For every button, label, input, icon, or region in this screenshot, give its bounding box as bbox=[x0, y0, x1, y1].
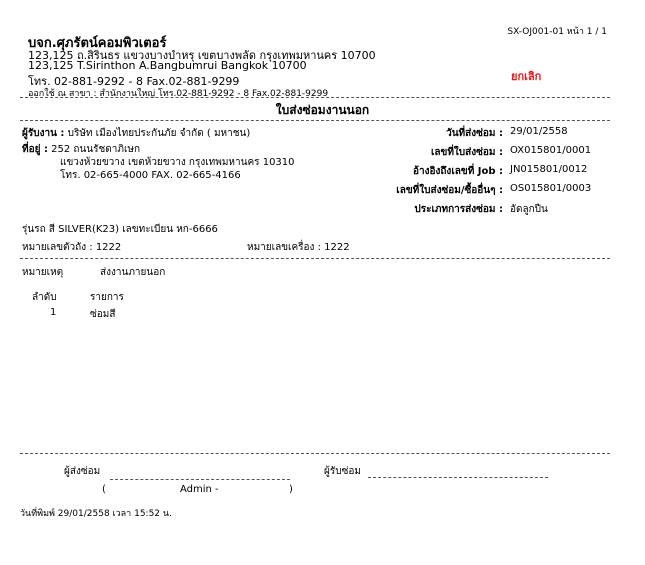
divider bbox=[20, 97, 610, 98]
chassis-number: หมายเลขตัวถัง : 1222 bbox=[22, 242, 122, 253]
receiver-label: ผู้รับงาน : bbox=[22, 128, 65, 139]
remark-value: ส่งงานภายนอก bbox=[100, 267, 166, 278]
divider bbox=[20, 453, 610, 454]
meta-value-doc-no: OX015801/0001 bbox=[510, 145, 592, 156]
repairer-label: ผู้รับซ่อม bbox=[324, 466, 361, 477]
engine-number: หมายเลขเครื่อง : 1222 bbox=[247, 242, 350, 253]
company-address-th: 123,125 ถ.สิรินธร แขวงบางบำหรุ เขตบางพลัด กรุงเทพมหานคร 10700 bbox=[28, 49, 376, 62]
company-name: บจก.ศุภรัตน์คอมพิวเตอร์ bbox=[28, 36, 167, 51]
remark-label: หมายเหตุ bbox=[22, 267, 64, 278]
meta-value-other-doc: OS015801/0003 bbox=[510, 183, 592, 194]
address-label: ที่อยู่ : bbox=[22, 144, 48, 155]
sender-close-paren: ) bbox=[289, 484, 293, 495]
repairer-sign-line bbox=[368, 477, 548, 478]
sender-name: Admin - bbox=[180, 484, 219, 495]
meta-value-send-date: 29/01/2558 bbox=[510, 126, 568, 137]
meta-value-repair-type: อัดลูกปืน bbox=[510, 204, 548, 215]
company-address-en: 123,125 T.Sirinthon A.Bangbumrui Bangkok 10700 bbox=[28, 59, 307, 72]
sender-label: ผู้ส่งซ่อม bbox=[64, 466, 101, 477]
car-model: รุ่นรถ สี SILVER(K23) เลขทะเบียน หก-6666 bbox=[22, 224, 218, 235]
item-row-no: 1 bbox=[50, 307, 57, 318]
meta-label-repair-type: ประเภทการส่งซ่อม : bbox=[414, 204, 503, 215]
divider bbox=[20, 120, 610, 121]
item-header-no: ลำดับ bbox=[32, 292, 57, 303]
item-header-desc: รายการ bbox=[90, 292, 124, 303]
meta-label-job: อ้างอิงถึงเลขที่ Job : bbox=[412, 166, 503, 177]
divider bbox=[20, 258, 610, 259]
sender-open-paren: ( bbox=[102, 484, 106, 495]
receiver-value: บริษัท เมืองไทยประกันภัย จำกัด ( มหาชน) bbox=[67, 128, 251, 139]
meta-label-other-doc: เลขที่ใบส่งซ่อม/ซื้ออื่นๆ : bbox=[396, 185, 503, 196]
meta-label-doc-no: เลขที่ใบส่งซ่อม : bbox=[430, 147, 503, 158]
sender-sign-line bbox=[110, 479, 290, 480]
company-phone: โทร. 02-881-9292 - 8 Fax.02-881-9299 bbox=[28, 75, 240, 88]
item-row-desc: ซ่อมสี bbox=[90, 309, 116, 320]
receiver-row bbox=[22, 126, 250, 141]
company-branch: ออกใช้ ณ สาขา : สำนักงานใหญ่ โทร.02-881-9292 - 8 Fax.02-881-9299 bbox=[28, 89, 329, 99]
address-line-3: โทร. 02-665-4000 FAX. 02-665-4166 bbox=[60, 170, 241, 181]
address-line-2: แขวงห้วยขวาง เขตห้วยขวาง กรุงเทพมหานคร 10310 bbox=[60, 157, 295, 168]
printed-timestamp: วันที่พิมพ์ 29/01/2558 เวลา 15:52 น. bbox=[20, 509, 172, 519]
document-title: ใบส่งซ่อมงานนอก bbox=[275, 103, 370, 117]
meta-label-send-date: วันที่ส่งซ่อม : bbox=[446, 128, 503, 139]
address-line-1: 252 ถนนรัชดาภิเษก bbox=[51, 144, 141, 155]
cancelled-status: ยกเลิก bbox=[511, 70, 542, 83]
document-code: SX-OJ001-01 หน้า 1 / 1 bbox=[507, 27, 607, 37]
meta-value-job: JN015801/0012 bbox=[510, 164, 588, 175]
